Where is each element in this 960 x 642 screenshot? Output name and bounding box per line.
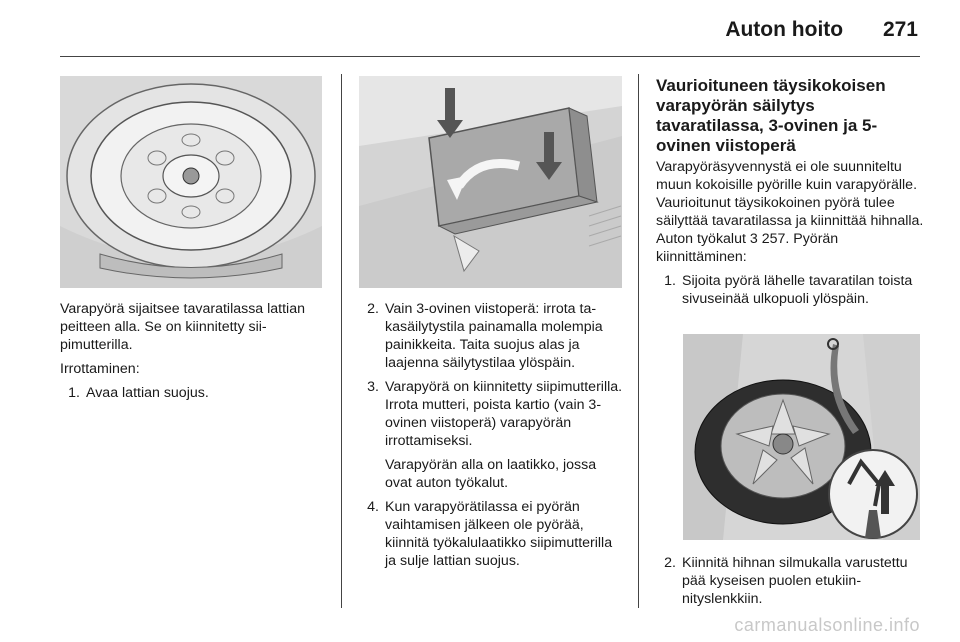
reference-text: 257. Pyörän kiinnittäminen:	[656, 231, 839, 265]
storage-compartment-illustration	[359, 76, 622, 288]
header-rule	[60, 56, 920, 57]
page-header	[725, 18, 918, 42]
page-number: 271	[882, 18, 918, 41]
paragraph-text: Varapyöräsyvennystä ei ole suunniteltu muun kokoisille pyörille kuin varapyörälle. Vaurioitunut täysikokoinen pyörä tulee säilyttää tavaratilassa ja kiinnittää hihnalla. Auton työkalut	[656, 159, 924, 247]
step-number: 3.	[367, 379, 379, 395]
step-text: Kun varapyörätilassa ei pyörän vaihtamisen jälkeen ole pyörää, kiinnitä työkalulaatikko siipimutterilla ja sulje lattian suojus.	[385, 499, 613, 569]
watermark: carmanualsonline.info	[734, 615, 920, 635]
step-number: 1.	[664, 273, 676, 289]
fix-step-2	[656, 554, 924, 608]
column-divider-1	[341, 74, 342, 608]
spare-wheel-drawing	[60, 76, 322, 288]
column-1	[60, 300, 328, 408]
wheel-strap-drawing	[683, 334, 920, 540]
step-4	[359, 498, 625, 570]
step-3	[359, 378, 625, 450]
storage-compartment-drawing	[359, 76, 622, 288]
step-3-note: Varapyörän alla on laatikko, jossa ovat auton työkalut.	[385, 457, 597, 491]
step-number: 2.	[664, 555, 676, 571]
step-number: 2.	[367, 301, 379, 317]
spare-wheel-illustration	[60, 76, 322, 288]
column-3	[656, 76, 924, 314]
fix-step-1	[656, 272, 924, 308]
column-divider-2	[638, 74, 639, 608]
step-text: Avaa lattian suojus.	[86, 385, 209, 401]
step-1	[60, 384, 328, 402]
section-title: Auton hoito	[725, 18, 844, 41]
column-3-bottom	[656, 554, 924, 614]
step-text: Vain 3-ovinen viistoperä: irrota takasäilytystila painamalla molempia painikkeita. Taita suojus alas ja laajenna säilytystilaa ylöspäin.	[385, 301, 603, 371]
column-2	[359, 300, 625, 576]
step-2	[359, 300, 625, 372]
damaged-wheel-text	[656, 158, 924, 266]
reference-arrow: 3	[749, 231, 758, 247]
wheel-strap-illustration	[683, 334, 920, 540]
section-heading: Vaurioituneen täysikokoisen varapyörän säilytys tavaratilassa, 3-ovinen ja 5-ovinen viistoperä	[656, 76, 886, 155]
step-number: 4.	[367, 499, 379, 515]
step-text: Sijoita pyörä lähelle tavaratilan toista sivuseinää ulkopuoli ylöspäin.	[682, 273, 913, 307]
step-text: Kiinnitä hihnan silmukalla varustettu pää kyseisen puolen etukiinnityslenkkiin.	[682, 555, 908, 607]
step-text: Varapyörä on kiinnitetty siipimutterilla. Irrota mutteri, poista kartio (vain 3-ovinen viistoperä) varapyörän irrottamiseksi.	[385, 379, 623, 449]
removal-intro: Irrottaminen:	[60, 361, 140, 377]
spare-wheel-location-text: Varapyörä sijaitsee tavaratilassa lattian peitteen alla. Se on kiinnitetty siipimutterilla.	[60, 301, 305, 353]
step-number: 1.	[68, 385, 80, 401]
